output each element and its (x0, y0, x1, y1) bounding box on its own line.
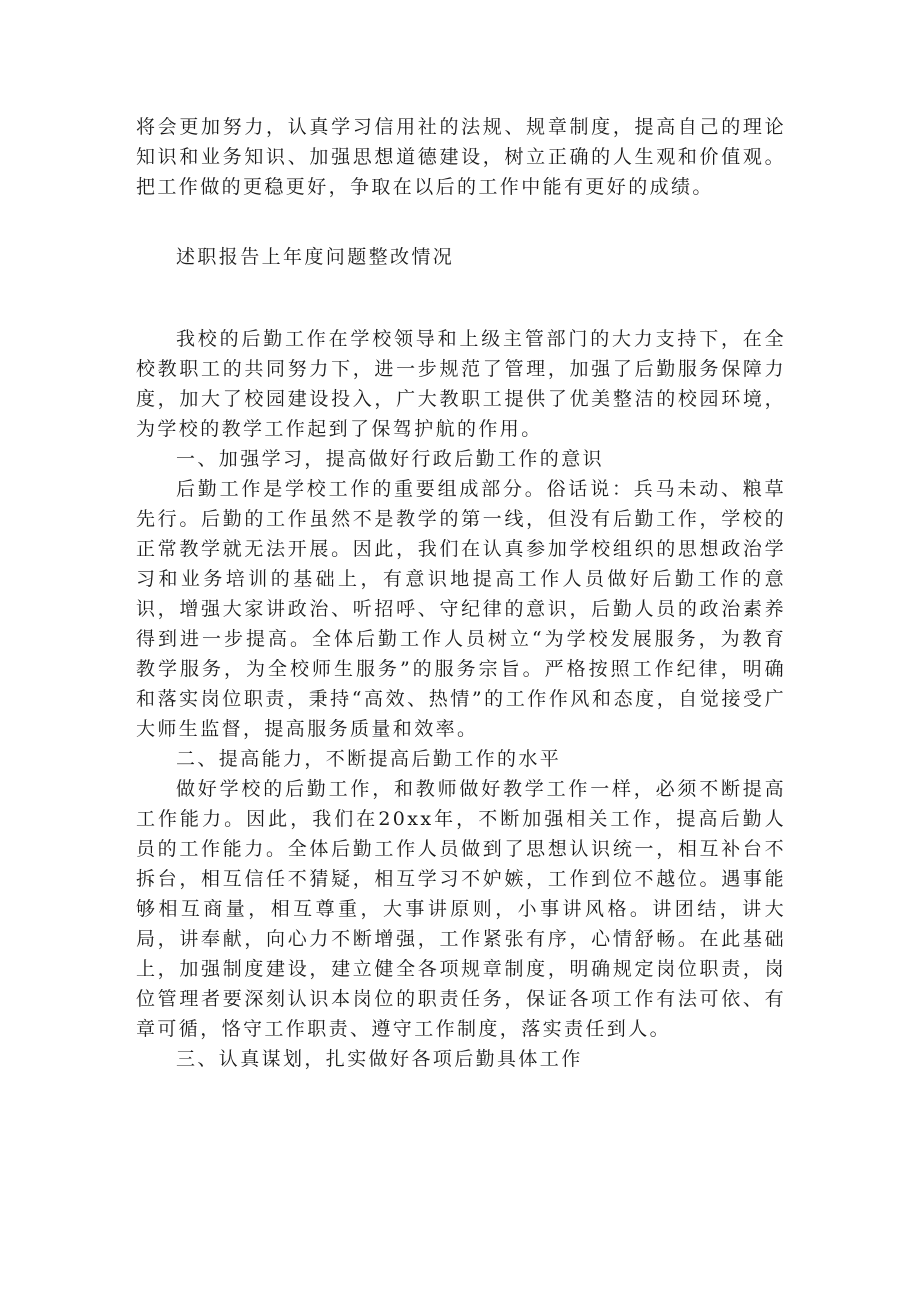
document-body (136, 112, 786, 1074)
heading-three: 三、认真谋划，扎实做好各项后勤具体工作 (176, 1048, 583, 1070)
heading-two: 二、提高能力，不断提高后勤工作的水平 (176, 748, 562, 770)
heading-one: 一、加强学习，提高做好行政后勤工作的意识 (176, 448, 605, 470)
closing-paragraph: 将会更加努力，认真学习信用社的法规、规章制度，提高自己的理论知识和业务知识、加强思想道德建设，树立正确的人生观和价值观。把工作做的更稳更好，争取在以后的工作中能有更好的成绩。 (136, 116, 786, 198)
section-title: 述职报告上年度问题整改情况 (176, 246, 455, 268)
intro-paragraph: 我校的后勤工作在学校领导和上级主管部门的大力支持下，在全校教职工的共同努力下，进一步规范了管理，加强了后勤服务保障力度，加大了校园建设投入，广大教职工提供了优美整洁的校园环境，为学校的教学工作起到了保驾护航的作用。 (136, 328, 786, 440)
paragraph-two: 做好学校的后勤工作，和教师做好教学工作一样，必须不断提高工作能力。因此，我们在20xx年，不断加强相关工作，提高后勤人员的工作能力。全体后勤工作人员做到了思想认识统一，相互补台不拆台，相互信任不猜疑，相互学习不妒嫉，工作到位不越位。遇事能够相互商量，相互尊重，大事讲原则，小事讲风格。讲团结，讲大局，讲奉献，向心力不断增强，工作紧张有序，心情舒畅。在此基础上，加强制度建设，建立健全各项规章制度，明确规定岗位职责，岗位管理者要深刻认识本岗位的职责任务，保证各项工作有法可依、有章可循，恪守工作职责、遵守工作制度，落实责任到人。 (136, 778, 786, 1040)
paragraph-one: 后勤工作是学校工作的重要组成部分。俗话说：兵马未动、粮草先行。后勤的工作虽然不是教学的第一线，但没有后勤工作，学校的正常教学就无法开展。因此，我们在认真参加学校组织的思想政治学习和业务培训的基础上，有意识地提高工作人员做好后勤工作的意识，增强大家讲政治、听招呼、守纪律的意识，后勤人员的政治素养得到进一步提高。全体后勤工作人员树立“为学校发展服务，为教育教学服务，为全校师生服务”的服务宗旨。严格按照工作纪律，明确和落实岗位职责，秉持“高效、热情”的工作作风和态度，自觉接受广大师生监督，提高服务质量和效率。 (136, 478, 786, 740)
